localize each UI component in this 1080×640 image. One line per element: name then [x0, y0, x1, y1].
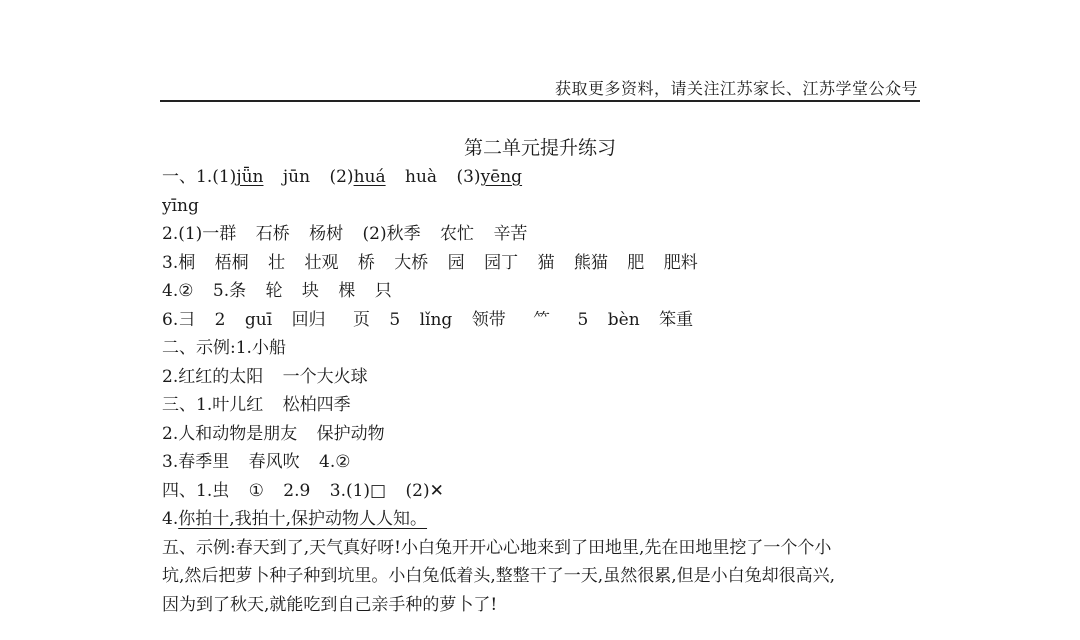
answer-line-13 — [162, 505, 922, 534]
answer-line-5 — [162, 277, 922, 306]
answer-line-16 — [162, 591, 922, 620]
answer-text: lǐng — [419, 309, 453, 330]
answer-text: 熊猫 — [573, 252, 608, 273]
answer-text: 4.② — [319, 452, 351, 472]
answer-text: 石桥 — [255, 224, 290, 244]
answer-text: 5.条 — [212, 281, 247, 301]
answer-text: huà — [405, 167, 438, 187]
answer-text: 壮观 — [304, 252, 339, 273]
answer-line-3 — [162, 220, 922, 249]
document-title: 第二单元提升练习 — [463, 137, 616, 159]
answer-text: (2)秋季 — [362, 224, 421, 244]
answer-text: 保护动物 — [316, 423, 385, 444]
answer-line-11 — [162, 448, 922, 477]
underlined-pinyin: yēng — [480, 167, 523, 187]
answer-text: 桥 — [357, 252, 375, 273]
answer-line-2 — [162, 192, 922, 221]
answer-text: 辛苦 — [493, 224, 528, 244]
answer-text: 四、1.虫 — [162, 480, 230, 501]
answer-text: 5 — [389, 309, 401, 330]
answer-text: 因为到了秋天,就能吃到自己亲手种的萝卜了! — [162, 594, 498, 615]
answer-text: 梧桐 — [214, 252, 249, 273]
answer-body — [162, 163, 922, 619]
answer-text: 只 — [374, 281, 392, 301]
answer-line-4 — [162, 249, 922, 278]
answer-text: 松柏四季 — [282, 395, 351, 415]
header-note: 获取更多资料，请关注江苏家长、江苏学堂公众号 — [554, 79, 918, 98]
answer-line-6 — [162, 306, 922, 335]
answer-text: 大桥 — [394, 252, 429, 273]
answer-line-15 — [162, 562, 922, 591]
answer-text: 肥 — [627, 252, 645, 273]
header-divider — [160, 100, 920, 102]
answer-text: 园 — [447, 252, 465, 273]
answer-line-7 — [162, 334, 922, 363]
answer-text: 农忙 — [440, 224, 475, 244]
underlined-pinyin: jǖn — [236, 167, 264, 187]
answer-text: 春风吹 — [248, 452, 300, 472]
answer-text: ⺮ — [533, 309, 551, 330]
answer-text: 五、示例:春天到了,天气真好呀!小白兔开开心心地来到了田地里,先在田地里挖了一个个小 — [162, 537, 832, 558]
answer-text: 2.红红的太阳 — [162, 366, 264, 387]
answer-text: 猫 — [537, 252, 555, 273]
answer-text: 二、示例:1.小船 — [162, 338, 286, 358]
answer-line-14 — [162, 534, 922, 563]
answer-text: 2.(1)一群 — [162, 224, 237, 244]
answer-text: 3.桐 — [162, 252, 196, 273]
answer-text: 一、1.(1) — [162, 167, 237, 187]
answer-text: ① — [248, 480, 264, 501]
answer-text: 笨重 — [659, 309, 694, 330]
answer-text: 肥料 — [663, 252, 698, 273]
answer-text: (3) — [456, 167, 481, 187]
answer-text: 2.9 — [283, 480, 311, 501]
answer-line-1 — [162, 163, 922, 192]
answer-text: 页 — [352, 309, 370, 330]
answer-text: (2) — [329, 167, 354, 187]
answer-text: 轮 — [265, 281, 283, 301]
answer-text: 三、1.叶儿红 — [162, 395, 264, 415]
underlined-pinyin: huá — [353, 167, 386, 187]
answer-text: guī — [244, 309, 273, 330]
answer-text: 3.(1)□ — [329, 480, 387, 501]
answer-text: 棵 — [338, 281, 356, 301]
answer-text: 4. — [162, 509, 179, 529]
answer-text: 坑,然后把萝卜种子种到坑里。小白兔低着头,整整干了一天,虽然很累,但是小白兔却很高兴, — [162, 566, 836, 586]
answer-text: 杨树 — [309, 224, 344, 244]
answer-line-12 — [162, 477, 922, 506]
answer-text: 回归 — [291, 309, 326, 330]
answer-line-8 — [162, 363, 922, 392]
answer-text: 块 — [301, 281, 319, 301]
answer-line-9 — [162, 391, 922, 420]
answer-text: 2 — [214, 309, 226, 330]
answer-text: 壮 — [268, 252, 286, 273]
answer-text: jūn — [282, 167, 311, 187]
answer-text: yīng — [162, 195, 199, 216]
answer-text: (2)✕ — [405, 480, 444, 501]
underlined-answer: 你拍十,我拍十,保护动物人人知。 — [178, 509, 428, 529]
answer-text: 5 — [577, 309, 589, 330]
answer-text: 园丁 — [484, 252, 519, 273]
answer-line-10 — [162, 420, 922, 449]
answer-text: 一个大火球 — [282, 366, 368, 387]
answer-text: 领带 — [471, 309, 506, 330]
answer-text: 2.人和动物是朋友 — [162, 423, 298, 444]
answer-text: 6.彐 — [162, 309, 196, 330]
answer-text: bèn — [607, 309, 640, 330]
answer-text: 4.② — [162, 281, 194, 301]
answer-text: 3.春季里 — [162, 452, 230, 472]
